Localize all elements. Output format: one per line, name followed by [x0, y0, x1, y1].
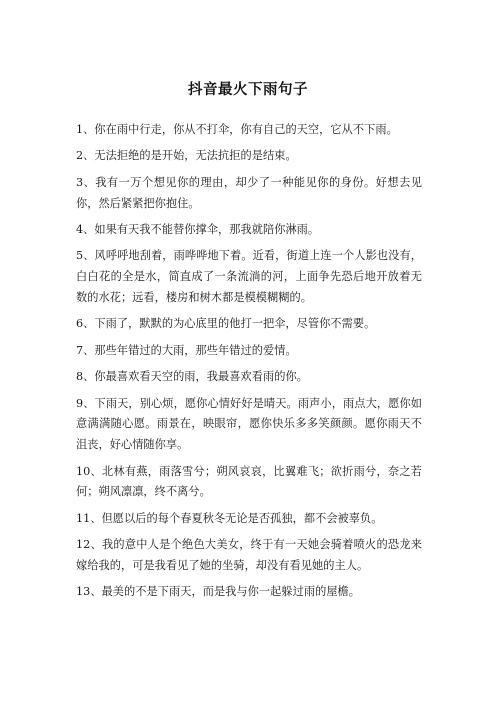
list-item: 11、但愿以后的每个春夏秋冬无论是否孤独，都不会被辜负。	[76, 511, 383, 525]
document-title: 抖音最火下雨句子	[188, 82, 308, 98]
list-item: 4、如果有天我不能替你撑伞，那我就陪你淋雨。	[76, 222, 320, 236]
list-item: 1、你在雨中行走，你从不打伞，你有自己的天空，它从不下雨。	[76, 123, 398, 136]
list-item: 6、下雨了，默默的为心底里的他打一把伞，尽管你不需要。	[76, 317, 376, 331]
list-item: 2、无法拒绝的是开始，无法抗拒的是结束。	[76, 149, 297, 163]
list-item: 9、下雨天，别心烦，愿你心情好好是晴天。雨声小，雨点大，愿你如意满满随心愿。雨景在，映眼帘，愿你快乐多多笑颜颜。愿你雨天不沮丧，好心情随你享。	[76, 396, 422, 452]
list-item: 12、我的意中人是个绝色大美女，终于有一天她会骑着喷火的恐龙来嫁给我的，可是我看见了她的坐骑，却没有看见她的主人。	[76, 538, 422, 572]
document-body	[76, 120, 422, 609]
list-item: 7、那些年错过的大雨，那些年错过的爱情。	[76, 343, 297, 357]
list-item: 8、你最喜欢看天空的雨，我最喜欢看雨的你。	[76, 370, 308, 384]
list-item: 13、最美的不是下雨天，而是我与你一起躲过雨的屋檐。	[76, 585, 361, 599]
list-item: 3、我有一万个想见你的理由，却少了一种能见你的身份。好想去见你，然后紧紧把你抱住。	[76, 175, 422, 210]
list-item: 10、北林有燕，雨落雪兮；朔风哀哀，比翼难飞；欲折雨兮，奈之若何；朔风凛凛，终不离兮。	[76, 464, 422, 499]
list-item: 5、风呼呼地刮着，雨哗哗地下着。近看，街道上连一个人影也没有，白白花的全是水，简直成了一条流淌的河，上面争先恐后地开放着无数的水花；远看，楼房和树木都是模模糊糊的。	[76, 249, 422, 304]
